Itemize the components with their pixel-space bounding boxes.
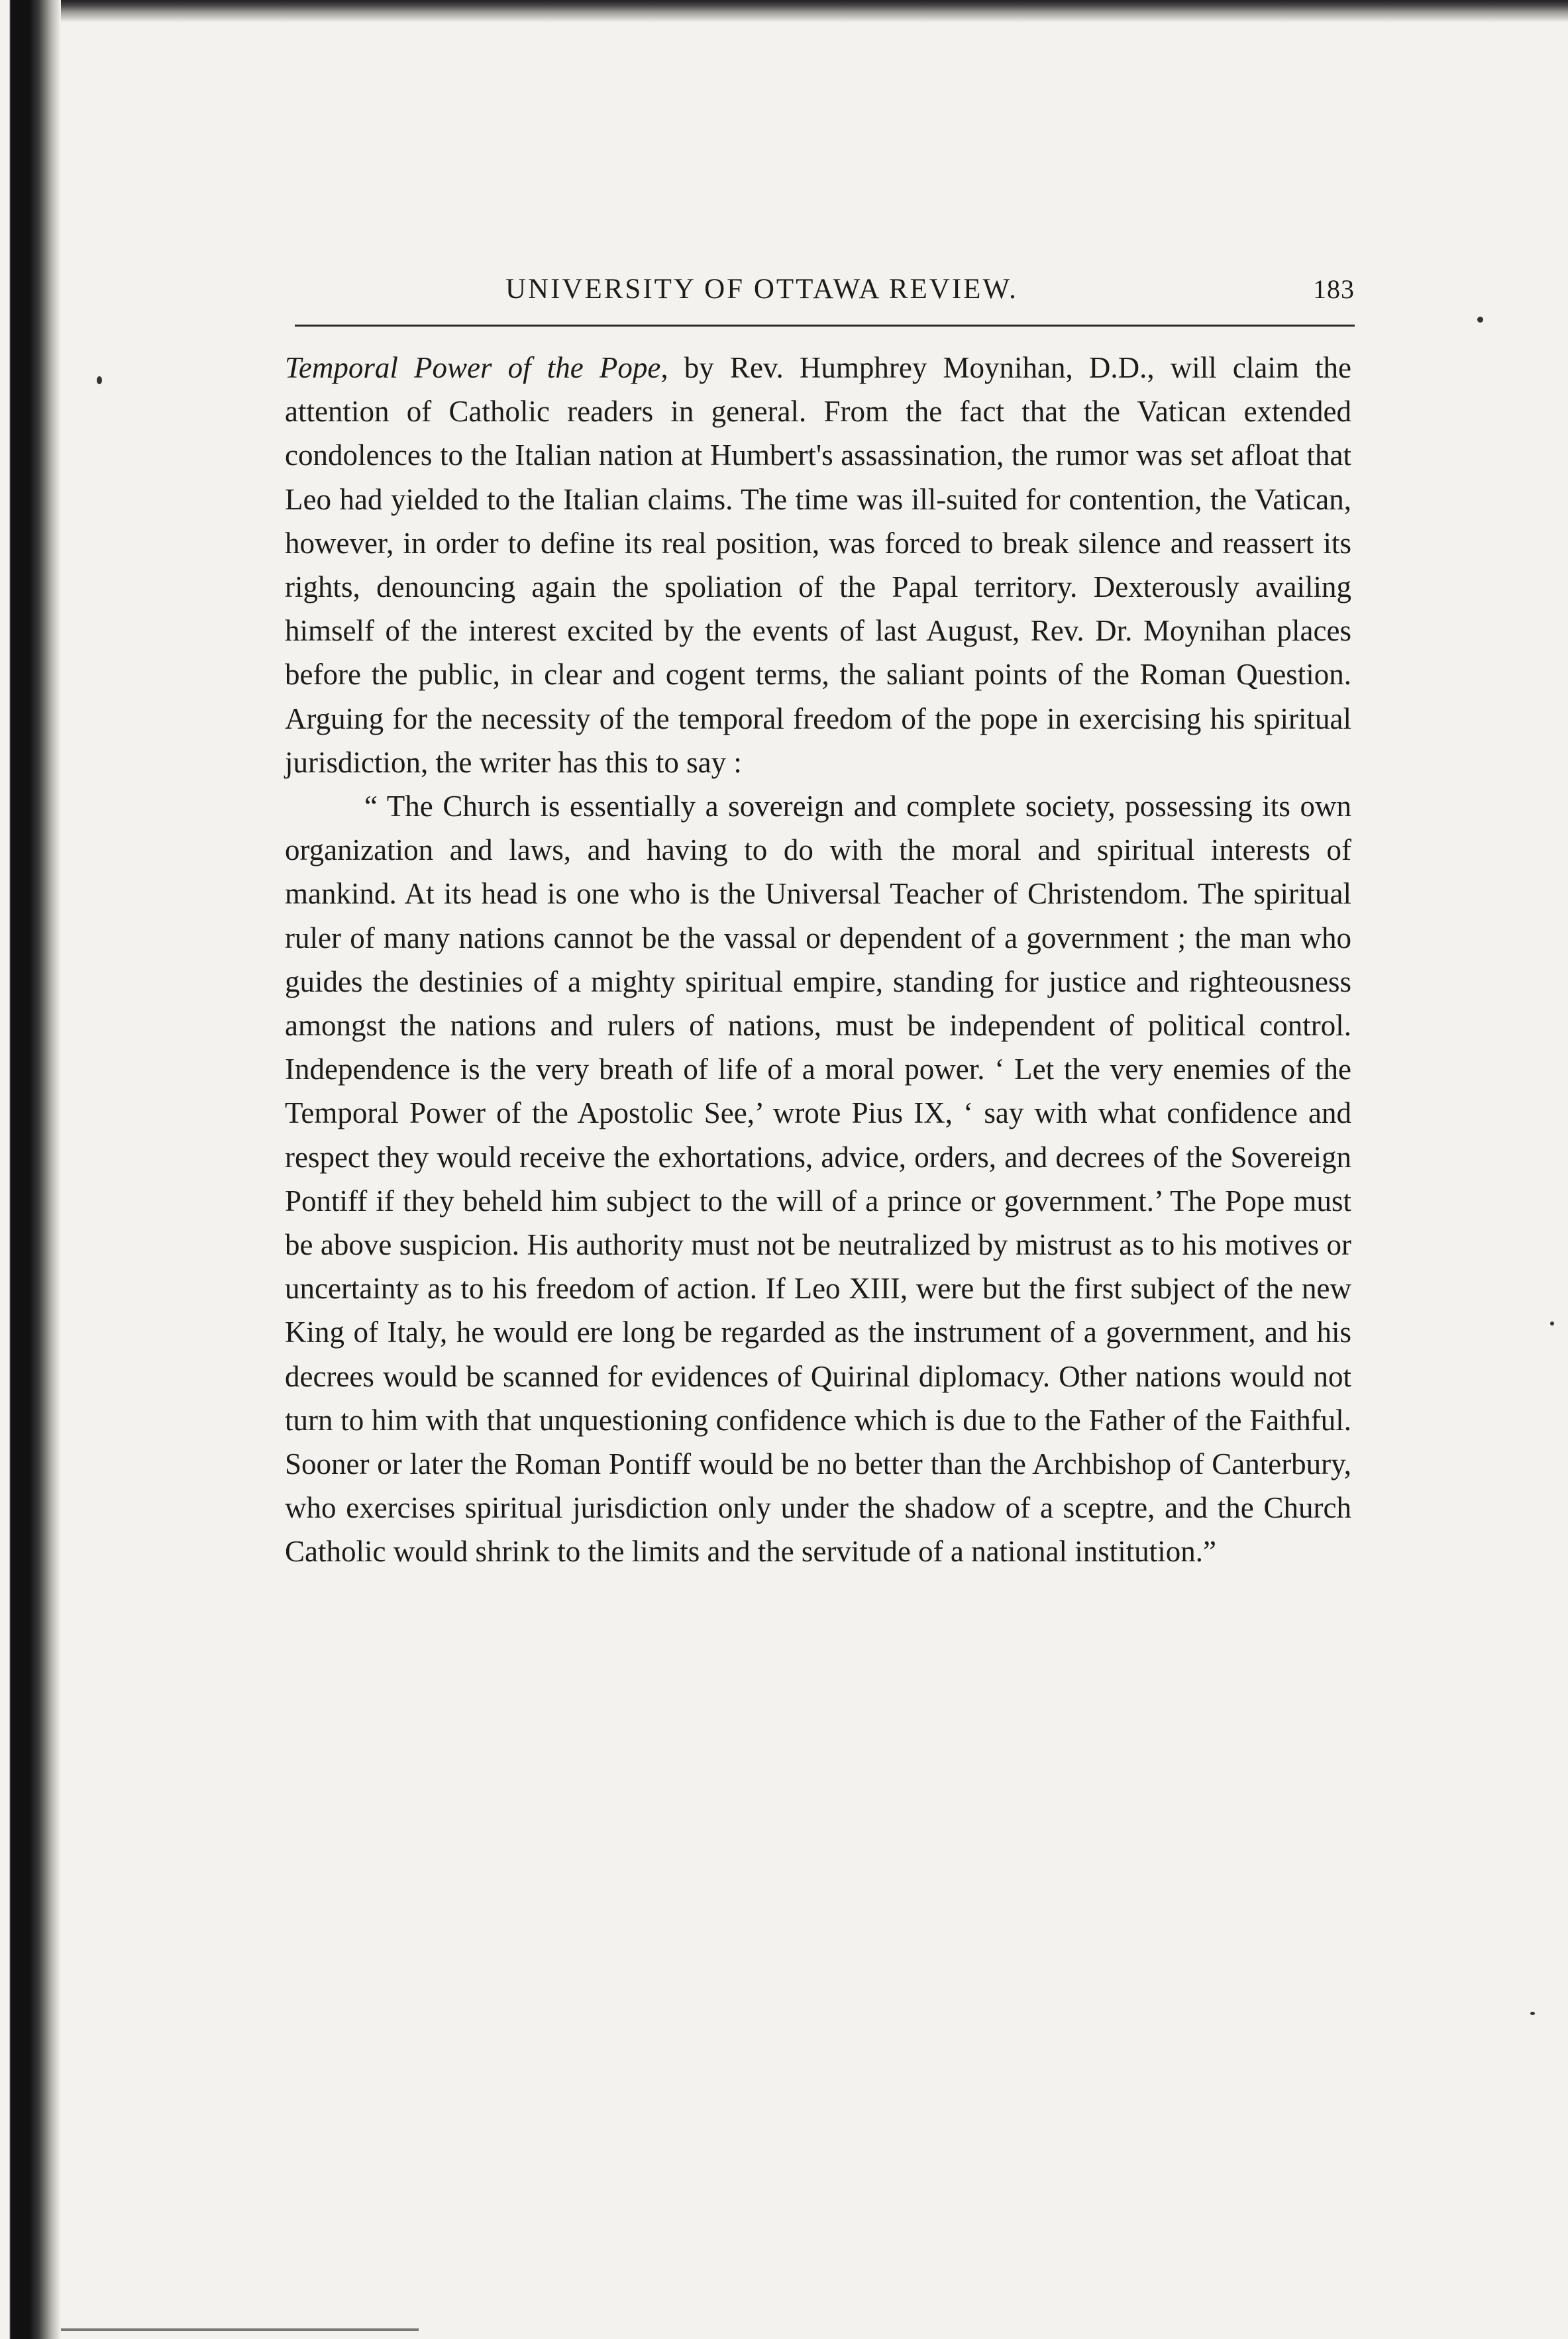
running-head [295, 273, 1355, 305]
margin-speck [1530, 2012, 1535, 2015]
header-rule [295, 325, 1355, 327]
review-paragraph [285, 346, 1351, 784]
journal-title: UNIVERSITY OF OTTAWA REVIEW. [505, 274, 1018, 305]
margin-speck [97, 376, 102, 384]
margin-speck [1550, 1322, 1554, 1325]
margin-speck [1477, 317, 1483, 323]
article-body [285, 346, 1351, 1574]
bottom-scan-mark [61, 2328, 419, 2331]
quotation-paragraph: “ The Church is essentially a sovereign and complete society, possessing its own organization and laws, and having to do with the moral and spiritual interests of mankind. At its head is one who is the Universal Teacher of Christendom. The spiritual ruler of many nations cannot be the vassal or dependent of a government ; the man who guides the destinies of a mighty spiritual empire, standing for justice and righteousness amongst the nations and rulers of nations, must be independent of political control. Independence is the very breath of life of a moral power. ‘ Let the very enemies of the Temporal Power of the Apostolic See,’ wrote Pius IX, ‘ say with what confidence and respect they would receive the exhortations, advice, orders, and decrees of the Sovereign Pontiff if they beheld him subject to the will of a prince or government.’ The Pope must be above suspicion. His authority must not be neutralized by mistrust as to his motives or uncertainty as to his freedom of action. If Leo XIII, were but the first subject of the new King of Italy, he would ere long be regarded as the instrument of a government, and his decrees would be scanned for evidences of Quirinal diplomacy. Other nations would not turn to him with that unquestioning confidence which is due to the Father of the Faithful. Sooner or later the Roman Pontiff would be no better than the Archbishop of Canterbury, who exercises spiritual jurisdiction only under the shadow of a sceptre, and the Church Catholic would shrink to the limits and the servitude of a national institution.” [285, 790, 1351, 1569]
review-text: by Rev. Humphrey Moynihan, D.D., will claim the attention of Catholic readers in general. From the fact that the Vatican extended condolences to the Italian nation at Humbert's assassination, the rumor was set afloat that Leo had yielded to the Italian claims. The time was ill-suited for contention, the Vatican, however, in order to define its real position, was forced to break silence and reassert its rights, denouncing again the spoliation of the Papal territory. Dexterously availing himself of the interest excited by the events of last August, Rev. Dr. Moynihan places before the public, in clear and cogent terms, the saliant points of the Roman Question. Arguing for the necessity of the temporal freedom of the pope in exercising his spiritual jurisdiction, the writer has this to say : [285, 351, 1351, 779]
page-binding-edge [0, 0, 61, 2339]
top-scan-shadow [61, 0, 1568, 23]
page-number: 183 [1313, 274, 1355, 304]
book-title: Temporal Power of the Pope, [285, 351, 668, 384]
